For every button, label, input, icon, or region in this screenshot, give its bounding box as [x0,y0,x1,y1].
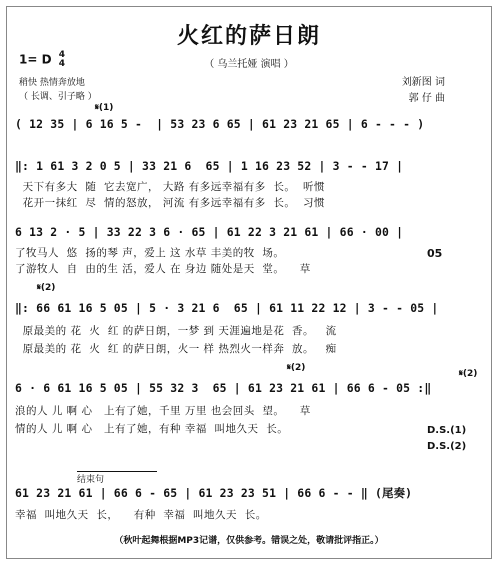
score-sheet [6,6,492,559]
score-line-3: 6 13 2 · 5 | 33 22 3 6 · 65 | 61 22 3 21 61 | 66 · 00 | [15,225,404,239]
segno-mark-2: 𝄋(2) [37,283,56,293]
transcription-note: （秋叶起舞根据MP3记谱，仅供参考。错误之处，敬请批评指正。） [114,536,384,546]
segno-mark-1: 𝄋(1) [95,103,114,113]
song-subtitle: （ 乌兰托娅 演唱 ） [204,59,294,70]
lyric-line-5b: 情的人 儿 啊 心 上有了她，有种 幸福 叫地久天 长。 [15,423,289,435]
ds-mark-2: D.S.(2) [427,441,467,452]
score-line-5: 6 · 6 61 16 5 05 | 55 32 3 65 | 61 23 21 61 | 66 6 - 05 :‖ [15,381,432,395]
score-line-4: ‖: 66 61 16 5 05 | 5 · 3 21 6 65 | 61 11 22 12 | 3 - - 05 | [15,301,439,315]
lyric-line-2b: 花开一抹红 尽 情的怒放， 河流 有多远幸福有多 长。 习惯 [15,197,326,209]
lyric-line-6: 幸福 叫地久天 长， 有种 幸福 叫地久天 长。 [15,509,267,521]
time-top: 4 [58,50,65,60]
song-title: 火红的萨日朗 [176,24,321,49]
lyric-line-4b: 原最美的 花 火 红 的萨日朗，火一 样 热烈火一样奔 放。 痴 [15,343,337,355]
lyric-line-3a: 了牧马人 悠 扬的琴 声，爱上 这 水草 丰美的牧 场。 [15,247,285,259]
tempo-marking: 稍快 热情奔放地 [19,78,85,88]
intro-note: （ 长调、引子略 ） [19,92,97,102]
composer-credit: 郭 仔 曲 [408,93,445,104]
lyric-line-3b: 了游牧人 自 由的生 活，爱人 在 身边 随处是天 堂。 草 [15,263,311,275]
key-signature [19,51,65,69]
segno-mark-3: 𝄋(2) [287,363,306,373]
ds-mark-1: D.S.(1) [427,425,467,436]
time-signature [59,51,65,69]
lyricist-credit: 刘新图 词 [401,77,445,88]
score-line-2: ‖: 1 61 3 2 0 5 | 33 21 6 65 | 1 16 23 52 | 3 - - 17 | [15,159,404,173]
lyric-line-4a: 原最美的 花 火 红 的萨日朗，一梦 到 天涯遍地是花 香。 流 [15,325,337,337]
key-text: 1= D [19,52,52,67]
lyric-line-5a: 浪的人 儿 啊 心 上有了她，千里 万里 也会回头 望。 草 [15,405,311,417]
ending-label: 结束句 [77,471,157,485]
segno-mark-4: 𝄋(2) [459,369,478,379]
lyric-line-2a: 天下有多大 随 它去宽广， 大路 有多远幸福有多 长。 听惯 [15,181,326,193]
score-line-6: 61 23 21 61 | 66 6 - 65 | 61 23 23 51 | 66 6 - - ‖ (尾奏) [15,486,413,500]
time-bottom: 4 [58,59,65,69]
score-line-1: ( 12 35 | 6 16 5 - | 53 23 6 65 | 61 23 21 65 | 6 - - - ) [15,117,425,131]
breath-mark: 05 [427,247,443,260]
